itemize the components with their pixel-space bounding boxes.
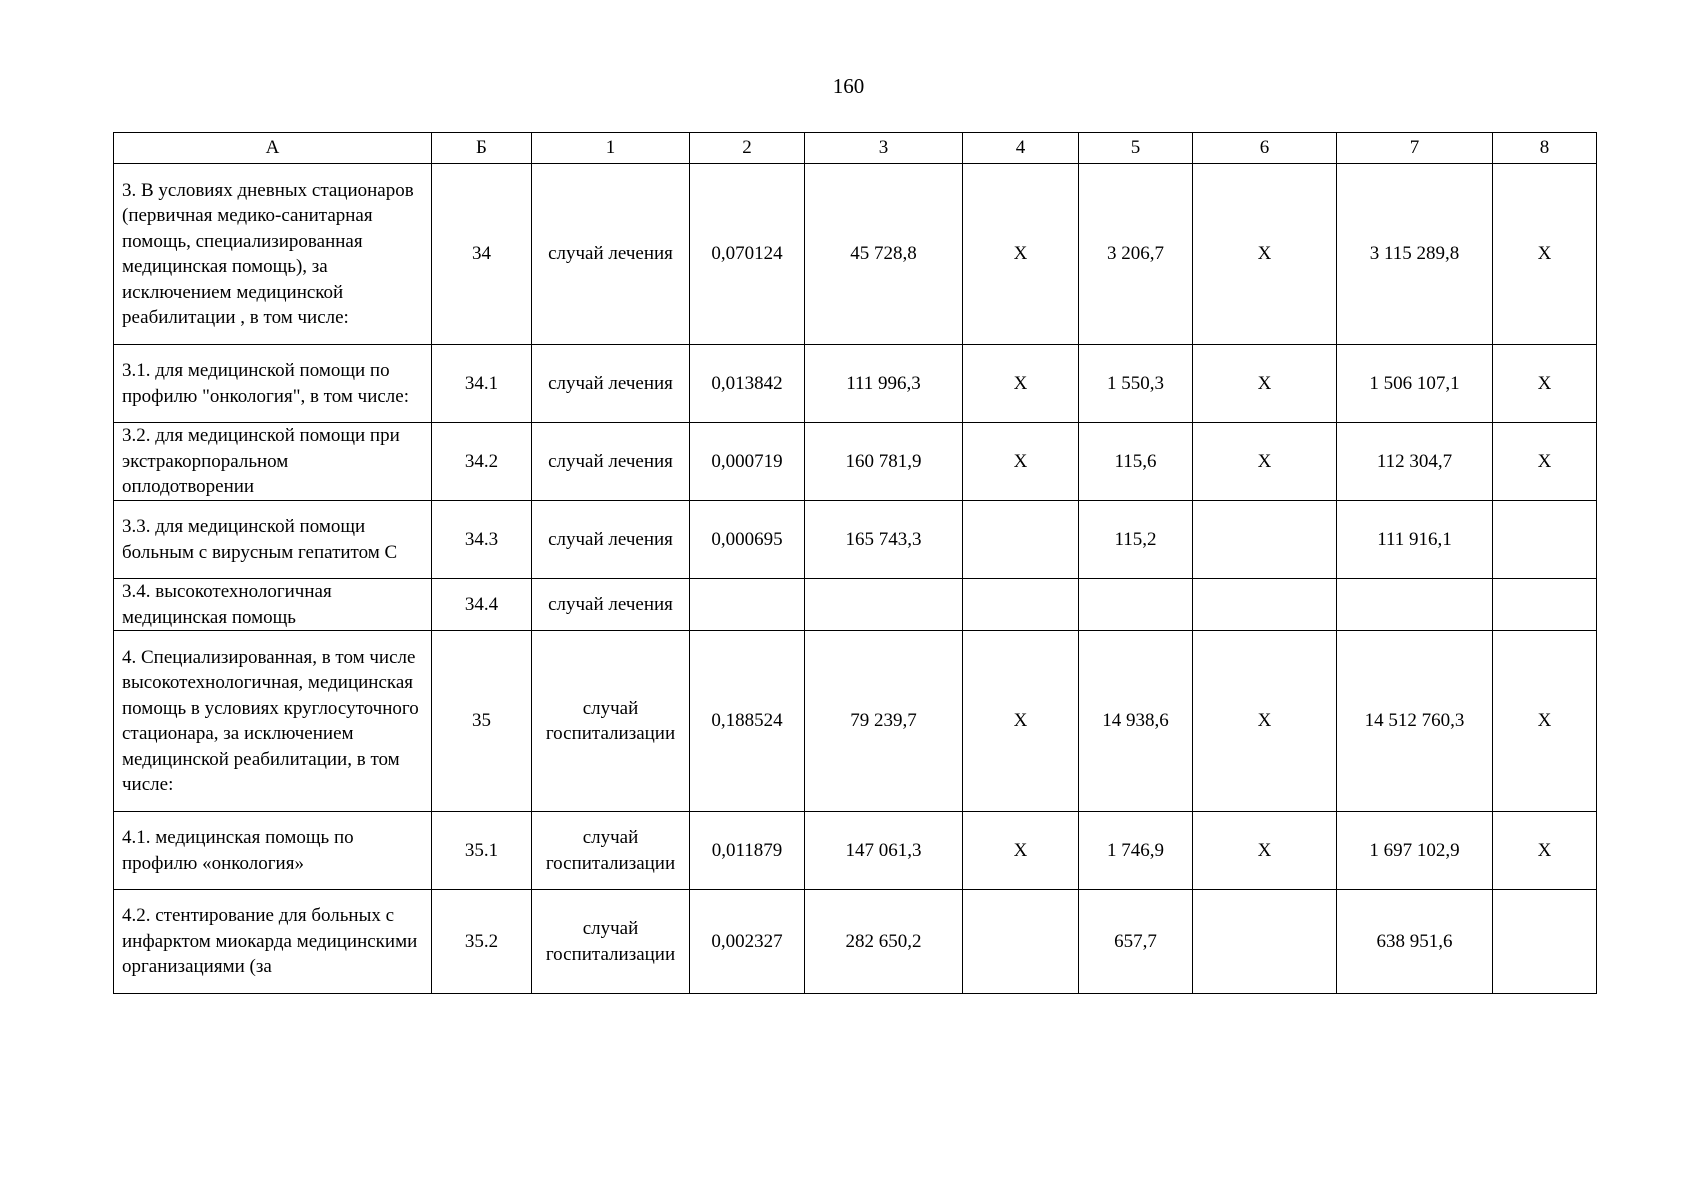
row-code: 34.4	[432, 579, 532, 631]
cell-col-4: Х	[963, 812, 1079, 890]
table-row	[114, 345, 1597, 423]
row-name: 3.3. для медицинской помощи больным с вирусным гепатитом С	[114, 501, 432, 579]
row-code: 35.2	[432, 890, 532, 994]
row-code: 34	[432, 164, 532, 345]
cell-col-6: Х	[1193, 812, 1337, 890]
cell-col-2: 0,011879	[690, 812, 805, 890]
table-row	[114, 164, 1597, 345]
cell-col-7: 1 697 102,9	[1337, 812, 1493, 890]
table-row	[114, 501, 1597, 579]
row-unit: случай госпитализации	[532, 890, 690, 994]
row-unit: случай госпитализации	[532, 812, 690, 890]
cell-col-4: Х	[963, 631, 1079, 812]
row-unit: случай лечения	[532, 579, 690, 631]
cell-col-3: 45 728,8	[805, 164, 963, 345]
cell-col-5: 657,7	[1079, 890, 1193, 994]
table-row	[114, 890, 1597, 994]
cell-col-8	[1493, 890, 1597, 994]
cell-col-4: Х	[963, 164, 1079, 345]
cell-col-3: 111 996,3	[805, 345, 963, 423]
cell-col-5: 115,6	[1079, 423, 1193, 501]
cell-col-5: 14 938,6	[1079, 631, 1193, 812]
column-header: 7	[1337, 133, 1493, 164]
table-row	[114, 812, 1597, 890]
cell-col-3: 165 743,3	[805, 501, 963, 579]
cell-col-7: 3 115 289,8	[1337, 164, 1493, 345]
table-row	[114, 631, 1597, 812]
cell-col-8: Х	[1493, 164, 1597, 345]
cell-col-6: Х	[1193, 164, 1337, 345]
table-row	[114, 579, 1597, 631]
column-header: 4	[963, 133, 1079, 164]
cell-col-4	[963, 501, 1079, 579]
cell-col-7: 1 506 107,1	[1337, 345, 1493, 423]
column-header: 8	[1493, 133, 1597, 164]
cell-col-2	[690, 579, 805, 631]
row-unit: случай лечения	[532, 345, 690, 423]
row-code: 35	[432, 631, 532, 812]
row-unit: случай лечения	[532, 164, 690, 345]
column-header: 6	[1193, 133, 1337, 164]
cell-col-3: 282 650,2	[805, 890, 963, 994]
column-header: Б	[432, 133, 532, 164]
cell-col-8: Х	[1493, 345, 1597, 423]
row-name: 4.1. медицинская помощь по профилю «онкология»	[114, 812, 432, 890]
cell-col-6	[1193, 579, 1337, 631]
page-number: 160	[832, 74, 865, 98]
table-header-row	[114, 133, 1597, 164]
cell-col-7: 638 951,6	[1337, 890, 1493, 994]
cell-col-5: 115,2	[1079, 501, 1193, 579]
cell-col-2: 0,188524	[690, 631, 805, 812]
cell-col-4	[963, 890, 1079, 994]
cell-col-8	[1493, 579, 1597, 631]
cell-col-8	[1493, 501, 1597, 579]
cell-col-6: Х	[1193, 423, 1337, 501]
row-name: 4.2. стентирование для больных с инфарктом миокарда медицинскими организациями (за	[114, 890, 432, 994]
row-name: 3.1. для медицинской помощи по профилю "онкология", в том числе:	[114, 345, 432, 423]
cell-col-7	[1337, 579, 1493, 631]
column-header: 3	[805, 133, 963, 164]
cell-col-5: 1 550,3	[1079, 345, 1193, 423]
cell-col-3: 79 239,7	[805, 631, 963, 812]
row-unit: случай лечения	[532, 501, 690, 579]
row-name: 4. Специализированная, в том числе высокотехнологичная, медицинская помощь в условиях круглосуточного стационара, за исключением медицинской реабилитации, в том числе:	[114, 631, 432, 812]
cell-col-4: Х	[963, 423, 1079, 501]
cell-col-8: Х	[1493, 631, 1597, 812]
cell-col-3	[805, 579, 963, 631]
row-code: 34.1	[432, 345, 532, 423]
cell-col-4	[963, 579, 1079, 631]
data-table	[113, 132, 1597, 994]
row-code: 34.2	[432, 423, 532, 501]
cell-col-3: 160 781,9	[805, 423, 963, 501]
cell-col-2: 0,070124	[690, 164, 805, 345]
row-name: 3. В условиях дневных стационаров (первичная медико-санитарная помощь, специализированная медицинская помощь), за исключением медицинской реабилитации , в том числе:	[114, 164, 432, 345]
cell-col-7: 112 304,7	[1337, 423, 1493, 501]
row-code: 35.1	[432, 812, 532, 890]
cell-col-3: 147 061,3	[805, 812, 963, 890]
cell-col-7: 14 512 760,3	[1337, 631, 1493, 812]
column-header: А	[114, 133, 432, 164]
cell-col-2: 0,002327	[690, 890, 805, 994]
column-header: 5	[1079, 133, 1193, 164]
cell-col-2: 0,000695	[690, 501, 805, 579]
cell-col-4: Х	[963, 345, 1079, 423]
cell-col-5: 1 746,9	[1079, 812, 1193, 890]
cell-col-8: Х	[1493, 423, 1597, 501]
cell-col-6	[1193, 890, 1337, 994]
cell-col-8: Х	[1493, 812, 1597, 890]
column-header: 1	[532, 133, 690, 164]
cell-col-6	[1193, 501, 1337, 579]
row-unit: случай госпитализации	[532, 631, 690, 812]
cell-col-6: Х	[1193, 345, 1337, 423]
cell-col-7: 111 916,1	[1337, 501, 1493, 579]
table-row	[114, 423, 1597, 501]
cell-col-5: 3 206,7	[1079, 164, 1193, 345]
column-header: 2	[690, 133, 805, 164]
cell-col-6: Х	[1193, 631, 1337, 812]
row-unit: случай лечения	[532, 423, 690, 501]
row-code: 34.3	[432, 501, 532, 579]
cell-col-2: 0,000719	[690, 423, 805, 501]
row-name: 3.4. высокотехнологичная медицинская помощь	[114, 579, 432, 631]
cell-col-2: 0,013842	[690, 345, 805, 423]
row-name: 3.2. для медицинской помощи при экстракорпоральном оплодотворении	[114, 423, 432, 501]
cell-col-5	[1079, 579, 1193, 631]
